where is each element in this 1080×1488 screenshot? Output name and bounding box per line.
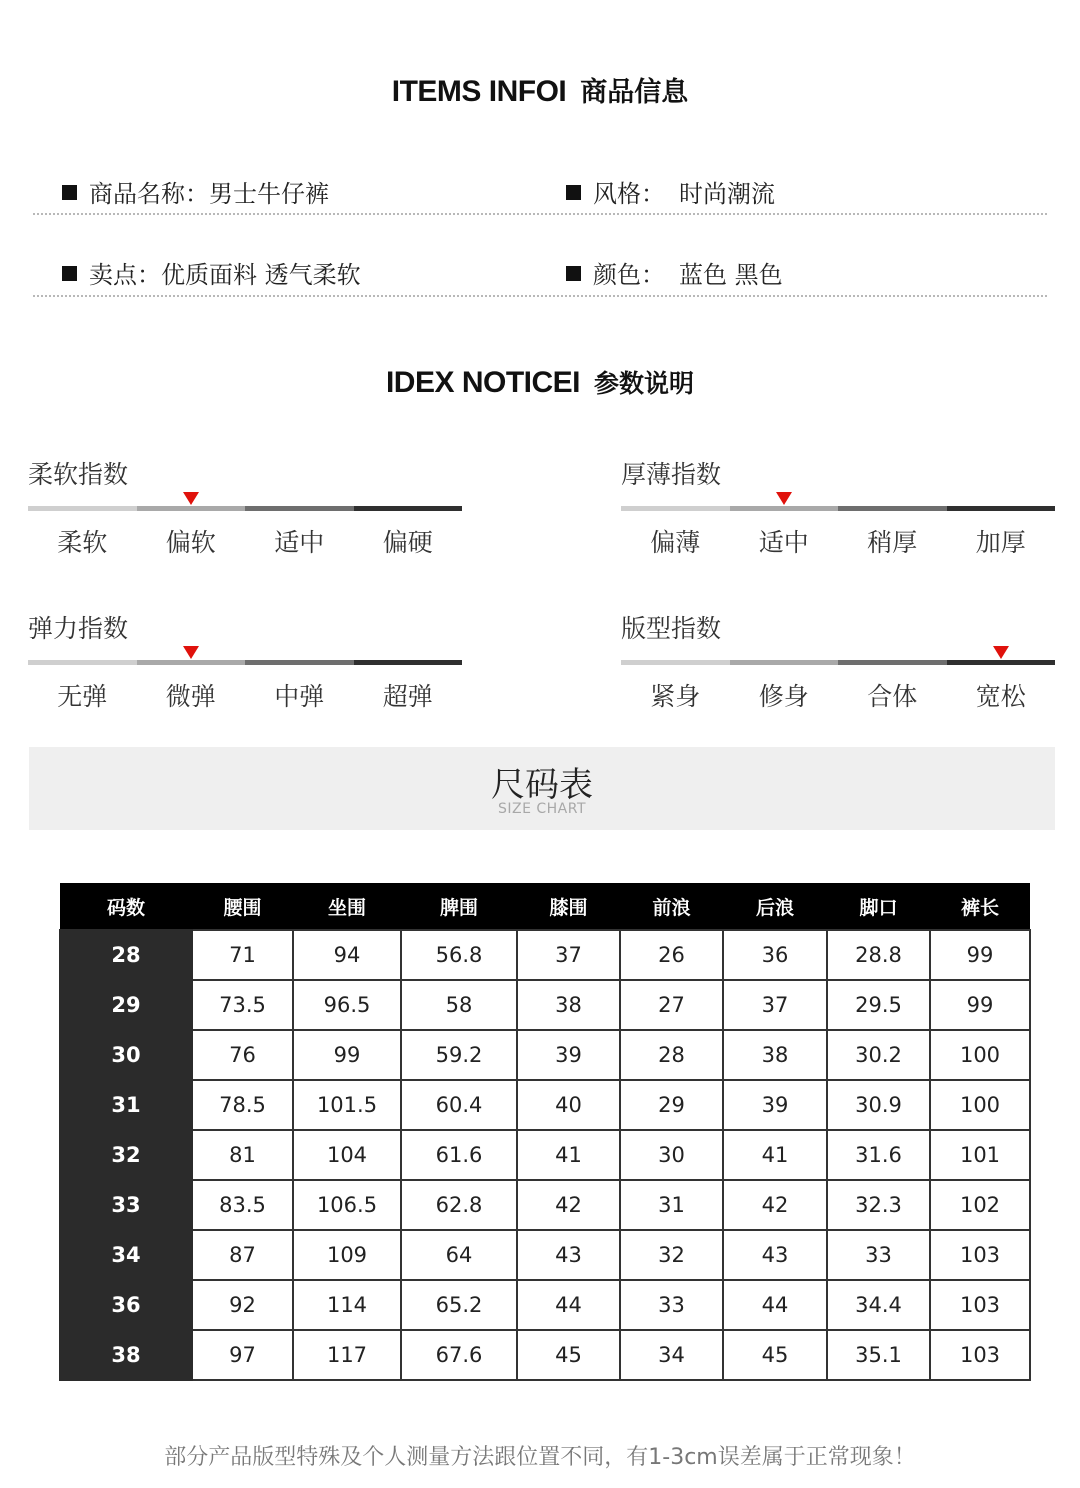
measurement-cell: 96.5 [293, 980, 401, 1030]
measurement-cell: 104 [293, 1130, 401, 1180]
table-header-cell: 码数 [60, 883, 192, 930]
info-label: 颜色： [593, 261, 665, 289]
measurement-cell: 67.6 [401, 1330, 517, 1380]
measurement-cell: 42 [517, 1180, 620, 1230]
gauge-label: 偏软 [165, 528, 216, 557]
measurement-cell: 32.3 [827, 1180, 930, 1230]
gauge-label: 中弹 [274, 682, 325, 711]
gauge-label: 合体 [867, 682, 918, 711]
gauge-bar [28, 506, 462, 511]
measurement-cell: 31 [620, 1180, 723, 1230]
measurement-cell: 101 [930, 1130, 1030, 1180]
measurement-cell: 45 [517, 1330, 620, 1380]
square-bullet-icon [566, 266, 581, 281]
measurement-cell: 41 [723, 1130, 827, 1180]
measurement-cell: 35.1 [827, 1330, 930, 1380]
size-cell: 28 [60, 930, 192, 980]
gauge-label: 加厚 [975, 528, 1026, 557]
measurement-cell: 33 [620, 1280, 723, 1330]
table-header-cell: 裤长 [930, 883, 1030, 930]
gauge-bar [28, 660, 462, 665]
measurement-cell: 117 [293, 1330, 401, 1380]
measurement-cell: 100 [930, 1030, 1030, 1080]
gauge-label: 修身 [758, 682, 809, 711]
square-bullet-icon [62, 185, 77, 200]
square-bullet-icon [566, 185, 581, 200]
index-notice-title-en: IDEX NOTICEI [385, 366, 580, 399]
measurement-cell: 26 [620, 930, 723, 980]
index-notice-title [0, 364, 1080, 400]
measurement-cell: 28.8 [827, 930, 930, 980]
measurement-cell: 28 [620, 1030, 723, 1080]
gauge-title: 厚薄指数 [621, 460, 722, 489]
measurement-cell: 32 [620, 1230, 723, 1280]
measurement-cell: 73.5 [192, 980, 293, 1030]
dotted-divider [33, 213, 1047, 215]
measurement-cell: 29 [620, 1080, 723, 1130]
size-chart-title-cn: 尺码表 [491, 765, 593, 805]
measurement-cell: 30.2 [827, 1030, 930, 1080]
table-row [60, 1280, 1030, 1330]
measurement-cell: 78.5 [192, 1080, 293, 1130]
gauge-label: 柔软 [57, 528, 108, 557]
table-header-cell: 前浪 [620, 883, 723, 930]
measurement-cell: 76 [192, 1030, 293, 1080]
table-row [60, 1030, 1030, 1080]
size-table [59, 883, 1031, 1381]
measurement-cell: 99 [930, 930, 1030, 980]
items-info-title [0, 70, 1080, 109]
measurement-cell: 45 [723, 1330, 827, 1380]
measurement-cell: 30 [620, 1130, 723, 1180]
measurement-cell: 37 [723, 980, 827, 1030]
marker-triangle-icon [183, 646, 199, 659]
gauge-label: 微弹 [165, 682, 216, 711]
measurement-cell: 92 [192, 1280, 293, 1330]
measurement-cell: 40 [517, 1080, 620, 1130]
measurement-cell: 103 [930, 1330, 1030, 1380]
gauge-label: 适中 [758, 528, 809, 557]
size-cell: 34 [60, 1230, 192, 1280]
measurement-cell: 38 [723, 1030, 827, 1080]
measurement-cell: 33 [827, 1230, 930, 1280]
measurement-cell: 103 [930, 1280, 1030, 1330]
measurement-cell: 36 [723, 930, 827, 980]
measurement-cell: 100 [930, 1080, 1030, 1130]
measurement-cell: 44 [723, 1280, 827, 1330]
footer-note: 部分产品版型特殊及个人测量方法跟位置不同，有1-3cm误差属于正常现象！ [164, 1445, 916, 1470]
measurement-cell: 81 [192, 1130, 293, 1180]
info-item-color [566, 255, 783, 290]
info-item-style [566, 174, 775, 209]
gauge-label: 偏硬 [382, 528, 433, 557]
measurement-cell: 71 [192, 930, 293, 980]
measurement-cell: 41 [517, 1130, 620, 1180]
measurement-cell: 97 [192, 1330, 293, 1380]
square-bullet-icon [62, 266, 77, 281]
measurement-cell: 43 [723, 1230, 827, 1280]
measurement-cell: 58 [401, 980, 517, 1030]
measurement-cell: 114 [293, 1280, 401, 1330]
measurement-cell: 38 [517, 980, 620, 1030]
gauge-label: 偏薄 [650, 528, 701, 557]
items-info-title-cn: 商品信息 [580, 77, 689, 108]
measurement-cell: 109 [293, 1230, 401, 1280]
dotted-divider [33, 295, 1047, 297]
measurement-cell: 60.4 [401, 1080, 517, 1130]
measurement-cell: 31.6 [827, 1130, 930, 1180]
gauge-label: 紧身 [650, 682, 701, 711]
measurement-cell: 29.5 [827, 980, 930, 1030]
size-cell: 29 [60, 980, 192, 1030]
table-row [60, 1130, 1030, 1180]
size-cell: 38 [60, 1330, 192, 1380]
measurement-cell: 39 [723, 1080, 827, 1130]
table-header-cell: 脾围 [401, 883, 517, 930]
table-row [60, 1230, 1030, 1280]
measurement-cell: 99 [293, 1030, 401, 1080]
measurement-cell: 59.2 [401, 1030, 517, 1080]
measurement-cell: 102 [930, 1180, 1030, 1230]
table-header-cell: 后浪 [723, 883, 827, 930]
table-header-cell: 腰围 [192, 883, 293, 930]
measurement-cell: 94 [293, 930, 401, 980]
gauge-title: 弹力指数 [28, 614, 129, 643]
measurement-cell: 27 [620, 980, 723, 1030]
measurement-cell: 34 [620, 1330, 723, 1380]
measurement-cell: 65.2 [401, 1280, 517, 1330]
measurement-cell: 30.9 [827, 1080, 930, 1130]
measurement-cell: 39 [517, 1030, 620, 1080]
size-cell: 32 [60, 1130, 192, 1180]
marker-triangle-icon [776, 492, 792, 505]
gauge-bar [621, 660, 1055, 665]
gauge-label: 宽松 [975, 682, 1026, 711]
marker-triangle-icon [183, 492, 199, 505]
size-cell: 33 [60, 1180, 192, 1230]
measurement-cell: 42 [723, 1180, 827, 1230]
size-cell: 31 [60, 1080, 192, 1130]
info-item-name [62, 174, 329, 209]
table-header-cell: 坐围 [293, 883, 401, 930]
measurement-cell: 34.4 [827, 1280, 930, 1330]
gauge-label: 无弹 [57, 682, 108, 711]
info-item-selling-point [62, 255, 361, 290]
gauge-title: 柔软指数 [28, 460, 129, 489]
info-label: 商品名称： [89, 180, 209, 208]
gauge-label: 稍厚 [867, 528, 918, 557]
size-chart-title-en: SIZE CHART [497, 801, 587, 817]
measurement-cell: 106.5 [293, 1180, 401, 1230]
info-value: 时尚潮流 [679, 180, 775, 208]
size-chart-banner [29, 747, 1055, 830]
measurement-cell: 87 [192, 1230, 293, 1280]
index-notice-title-cn: 参数说明 [594, 369, 695, 398]
measurement-cell: 37 [517, 930, 620, 980]
table-header-cell: 膝围 [517, 883, 620, 930]
table-row [60, 980, 1030, 1030]
table-row [60, 1080, 1030, 1130]
table-row [60, 1330, 1030, 1380]
size-cell: 30 [60, 1030, 192, 1080]
gauge-title: 版型指数 [621, 614, 722, 643]
measurement-cell: 101.5 [293, 1080, 401, 1130]
measurement-cell: 83.5 [192, 1180, 293, 1230]
info-value: 蓝色 黑色 [679, 261, 783, 289]
marker-triangle-icon [993, 646, 1009, 659]
table-row [60, 1180, 1030, 1230]
info-label: 风格： [593, 180, 665, 208]
measurement-cell: 61.6 [401, 1130, 517, 1180]
measurement-cell: 64 [401, 1230, 517, 1280]
measurement-cell: 99 [930, 980, 1030, 1030]
table-row [60, 930, 1030, 980]
gauge-label: 适中 [274, 528, 325, 557]
table-header-row [60, 883, 1030, 930]
size-cell: 36 [60, 1280, 192, 1330]
table-header-cell: 脚口 [827, 883, 930, 930]
measurement-cell: 43 [517, 1230, 620, 1280]
info-value: 男士牛仔裤 [209, 180, 329, 208]
size-table-body [60, 930, 1030, 1380]
info-label: 卖点： [89, 261, 161, 289]
gauge-bar [621, 506, 1055, 511]
measurement-cell: 56.8 [401, 930, 517, 980]
items-info-title-en: ITEMS INFOI [391, 75, 567, 108]
measurement-cell: 44 [517, 1280, 620, 1330]
info-value: 优质面料 透气柔软 [161, 261, 361, 289]
measurement-cell: 103 [930, 1230, 1030, 1280]
measurement-cell: 62.8 [401, 1180, 517, 1230]
gauge-label: 超弹 [382, 682, 433, 711]
